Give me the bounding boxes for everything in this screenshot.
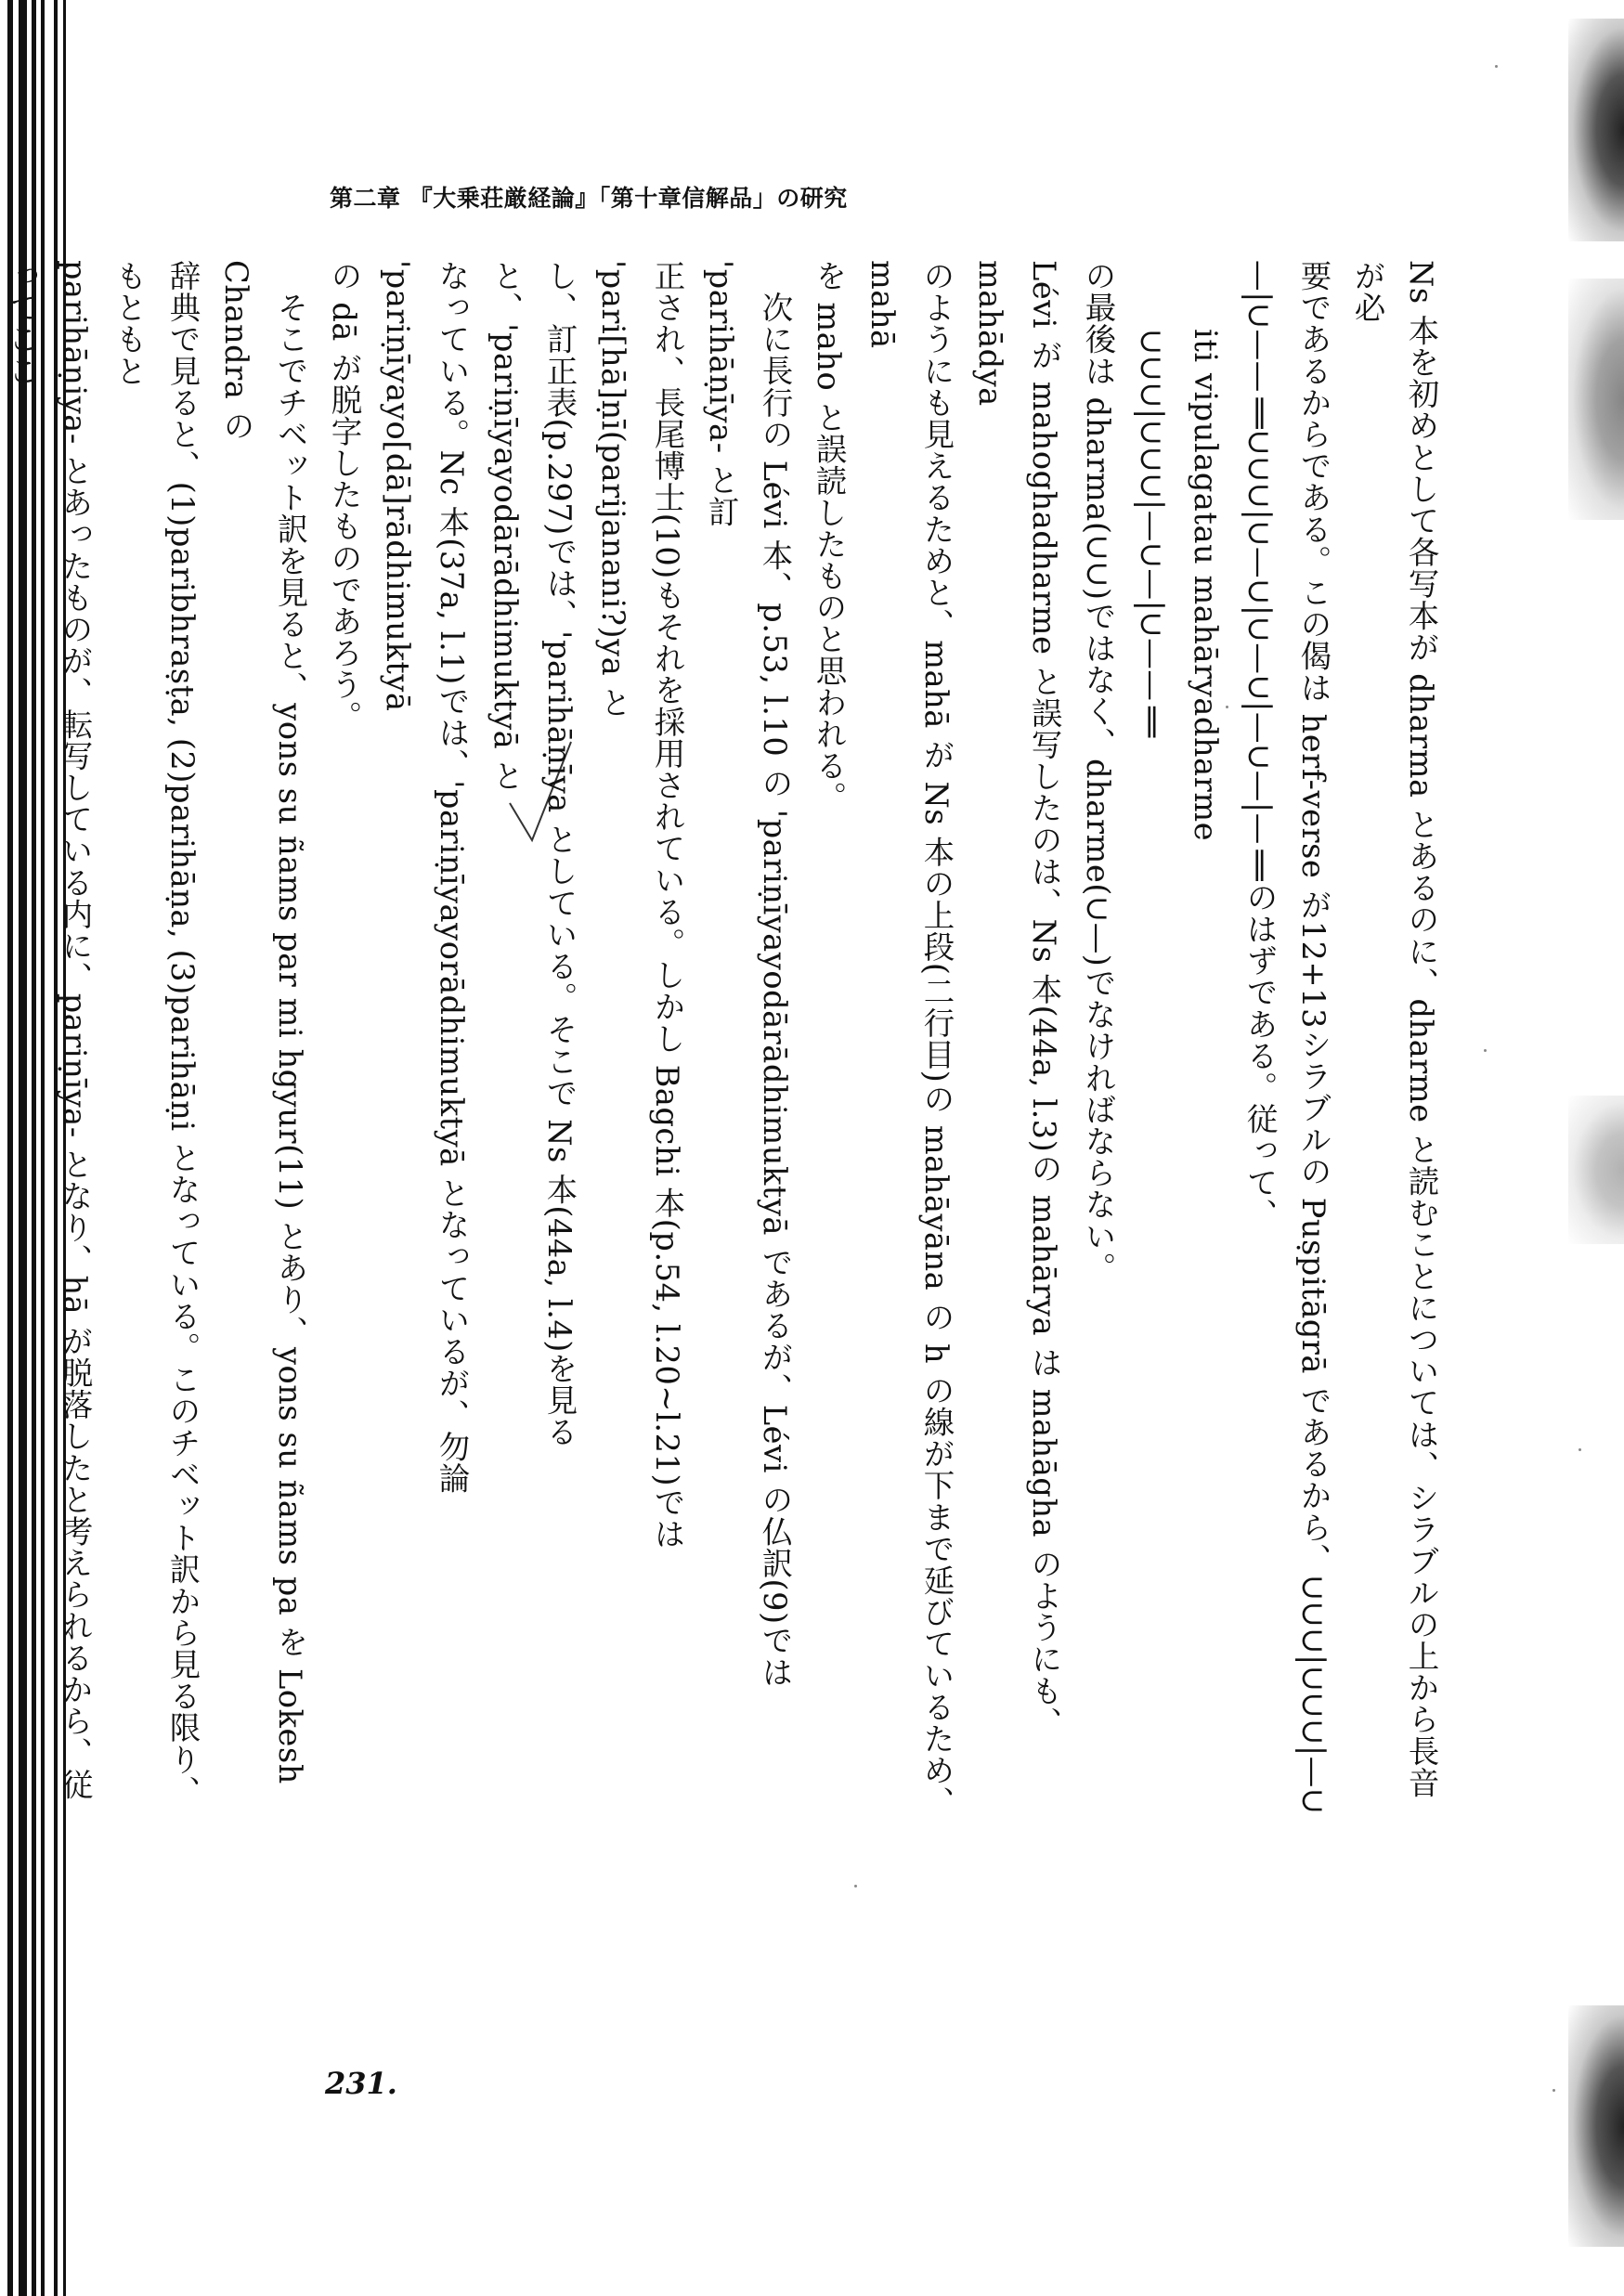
scan-edge-shadow xyxy=(1568,0,1624,2296)
scan-speck xyxy=(1579,1448,1581,1451)
body-line: なっている。Nc 本(37a, l.1)では、'pariṇīyayorādhimuktyā となっているが、勿論 'pariṇīyayo[dā]rādhimuktyā xyxy=(380,260,470,1495)
scan-speck xyxy=(1484,1049,1487,1052)
body-line: parihāṇiya- とあったものが、転写している内に、pariṇīya- となり、hā が脱落したと考えられるから、従ってここ xyxy=(3,260,93,1800)
meter-line: ∪∪∪|∪∪∪|—∪—|∪——‖ xyxy=(1134,328,1170,738)
body-line: Ns 本を初めとして各写本が dharma とあるのに、dharme と読むことについては、シラブルの上から長音が必 xyxy=(1349,260,1439,1799)
body-line: の dā が脱字したものであろう。 xyxy=(326,260,362,733)
scan-speck xyxy=(854,1885,857,1887)
body-text xyxy=(3,260,1448,1820)
body-line: 要であるからである。この偈は herf-verse が12+13シラブルの Puṣpitāgrā であるから、∪∪∪|∪∪∪|—∪ xyxy=(1295,260,1332,1815)
body-line: Lévi が mahoghadharme と誤写したのは、Ns 本(44a, l.3)の mahārya は mahāgha のようにも、mahādya xyxy=(972,260,1062,1739)
body-line: —|∪——‖∪∪∪|∪—∪|∪—∪|—∪—|—‖のはずである。従って、 xyxy=(1241,260,1278,1230)
body-line: 辞典で見ると、(1)paribhraṣṭa, (2)parihāṇa, (3)parihāṇi となっている。このチベット訳から見る限り、もともと xyxy=(110,260,201,1808)
body-line: を maho と誤読したものと思われる。 xyxy=(811,260,847,813)
body-line: のようにも見えるためと、mahā が Ns 本の上段(二行目)の mahāyāna の h の線が下まで延びているため、mahā xyxy=(864,260,955,1818)
body-line: の最後は dharma(∪∪)ではなく、dharme(∪—)でなければならない。 xyxy=(1080,260,1116,1284)
scan-speck xyxy=(1226,706,1228,708)
page-number: 231. xyxy=(325,2066,397,2101)
scan-speck xyxy=(1495,65,1498,68)
body-line: 次に長行の Lévi 本、p.53, l.10 の 'pariṇīyayodārādhimuktyā であるが、Lévi の仏訳(9)では 'parihāṇīya- と訂 xyxy=(703,260,793,1688)
body-line: そこでチベット訳を見ると、yons su ñams par mi hgyur(11) とあり、yons su ñams pa を Lokesh Chandra の xyxy=(218,260,308,1784)
body-line: 正され、長尾博士(10)もそれを採用されている。しかし Bagchi 本(p.54, l.20~l.21)では 'pari[hā]ṇī(parijanani?)ya と xyxy=(595,260,685,1550)
verse-line: iti vipulagatau mahāryadharme xyxy=(1188,328,1224,841)
running-head: 第二章 『大乗荘厳経論』「第十章信解品」の研究 xyxy=(330,185,848,212)
scan-speck xyxy=(1553,2089,1555,2092)
body-line: し、訂正表(p.297)では、'parihāṇīya としている。そこで Ns 本(44a, l.4)を見ると、'pariṇīyayodārādhimuktyā と xyxy=(487,260,578,1448)
